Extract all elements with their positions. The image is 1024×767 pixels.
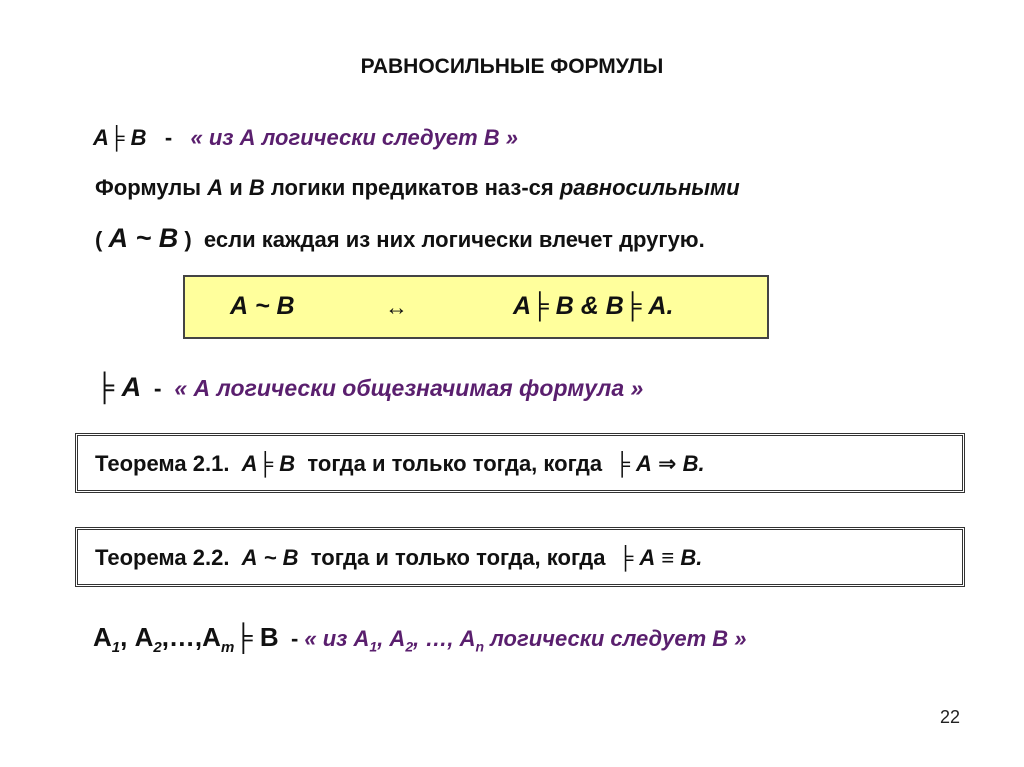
slide-title: РАВНОСИЛЬНЫЕ ФОРМУЛЫ xyxy=(360,55,664,78)
page-number: 22 xyxy=(940,707,961,727)
theorem-2-1 xyxy=(95,451,705,477)
theorem-label: Теорема 2.2. xyxy=(95,545,230,570)
theorem-result: ╞ А ≡ В. xyxy=(617,545,703,570)
theorem-text: тогда и только тогда, когда xyxy=(307,451,603,476)
entailment-expression: A╞ B xyxy=(93,125,147,150)
paren-close: ) xyxy=(184,227,192,252)
premises-expression: $А_1$, $А_2,\dots,А_m╞$ В xyxy=(93,622,279,657)
text: и xyxy=(229,175,243,200)
definition-line-2 xyxy=(95,223,705,254)
multi-premise-definition xyxy=(93,622,747,656)
valid-expression: ╞ А xyxy=(95,372,142,402)
valid-formula-definition xyxy=(95,372,643,403)
dash: - xyxy=(164,125,173,150)
entailment-definition xyxy=(93,125,518,151)
theorem-expr: А╞ В xyxy=(241,451,296,476)
multi-premise-meaning: « из $А_1$, $А_2$, …, $А_n$ логически следует В » xyxy=(304,626,747,655)
equiv-left: А ~ В xyxy=(230,292,295,320)
equivalence-box xyxy=(183,275,769,339)
equivalence-expression: А ~ В xyxy=(108,223,179,253)
entailment-meaning: « из А логически следует В » xyxy=(190,125,519,150)
theorem-label: Теорема 2.1. xyxy=(95,451,230,476)
text: Формулы xyxy=(95,175,202,200)
theorem-2-1-box xyxy=(75,433,965,493)
theorem-2-2-box xyxy=(75,527,965,587)
term-equivalent: равносильными xyxy=(559,175,740,200)
theorem-2-2 xyxy=(95,545,702,571)
var-b: В xyxy=(248,175,265,200)
text: логики предикатов наз-ся xyxy=(270,175,554,200)
theorem-expr: А ~ В xyxy=(241,545,299,570)
equiv-right: А╞ В & В╞ А. xyxy=(513,292,674,320)
double-arrow-icon: ↔ xyxy=(385,294,408,320)
theorem-text: тогда и только тогда, когда xyxy=(310,545,606,570)
dash: - xyxy=(290,626,299,651)
var-a: А xyxy=(207,175,224,200)
theorem-result: ╞ А ⇒ В. xyxy=(614,451,705,476)
text: если каждая из них логически влечет другую. xyxy=(203,227,705,252)
dash: - xyxy=(153,375,162,401)
valid-meaning: « А логически общезначимая формула » xyxy=(174,375,644,401)
definition-line-1 xyxy=(95,175,740,201)
paren-open: ( xyxy=(95,227,103,252)
